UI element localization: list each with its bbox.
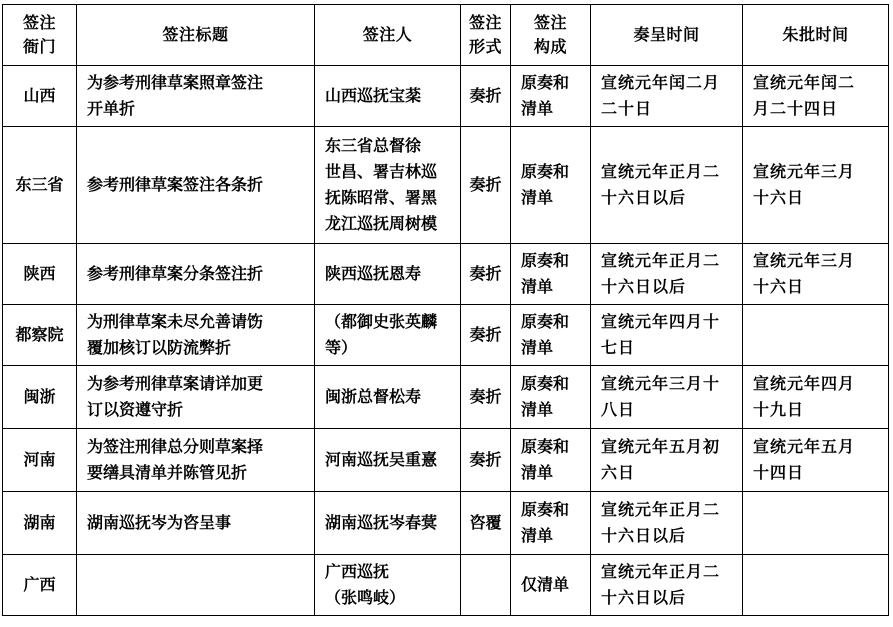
submit-time-cell: 宣统元年五月初 六日 [591,429,743,492]
table-row [3,127,889,244]
header-yamen: 签注 衙门 [3,5,77,66]
header-row [3,5,889,66]
title-cell [77,555,315,616]
header-submit-time: 奏呈时间 [591,5,743,66]
vermilion-time-cell: 宣统元年三月 十六日 [743,244,889,305]
vermilion-time-cell: 宣统元年四月 十九日 [743,366,889,429]
submit-time-cell: 宣统元年正月二 十六日以后 [591,244,743,305]
header-composition: 签注 构成 [511,5,591,66]
yamen-cell: 都察院 [3,305,77,366]
form-cell [461,555,511,616]
form-cell: 奏折 [461,127,511,244]
title-cell: 湖南巡抚岑为咨呈事 [77,492,315,555]
vermilion-time-cell: 宣统元年三月 十六日 [743,127,889,244]
header-form: 签注 形式 [461,5,511,66]
title-cell: 为签注刑律总分则草案择 要缮具清单并陈管见折 [77,429,315,492]
header-vermilion-time: 朱批时间 [743,5,889,66]
submit-time-cell: 宣统元年正月二 十六日以后 [591,127,743,244]
header-signer: 签注人 [315,5,461,66]
submit-time-cell: 宣统元年闰二月 二十日 [591,66,743,127]
composition-cell: 原奏和 清单 [511,305,591,366]
title-cell: 为参考刑律草案照章签注 开单折 [77,66,315,127]
vermilion-time-cell [743,305,889,366]
yamen-cell: 广西 [3,555,77,616]
yamen-cell: 山西 [3,66,77,127]
table-row [3,244,889,305]
form-cell: 奏折 [461,244,511,305]
yamen-cell: 东三省 [3,127,77,244]
table-row [3,555,889,616]
title-cell: 参考刑律草案分条签注折 [77,244,315,305]
submit-time-cell: 宣统元年正月二 十六日以后 [591,555,743,616]
signer-cell: （都御史张英麟 等） [315,305,461,366]
yamen-cell: 河南 [3,429,77,492]
vermilion-time-cell [743,492,889,555]
form-cell: 咨覆 [461,492,511,555]
vermilion-time-cell: 宣统元年闰二 月二十四日 [743,66,889,127]
table-row [3,492,889,555]
signer-cell: 陕西巡抚恩寿 [315,244,461,305]
submit-time-cell: 宣统元年正月二 十六日以后 [591,492,743,555]
composition-cell: 原奏和 清单 [511,492,591,555]
yamen-cell: 湖南 [3,492,77,555]
signer-cell: 湖南巡抚岑春蓂 [315,492,461,555]
composition-cell: 原奏和 清单 [511,244,591,305]
table-row [3,305,889,366]
composition-cell: 原奏和 清单 [511,366,591,429]
yamen-cell: 陕西 [3,244,77,305]
form-cell: 奏折 [461,429,511,492]
title-cell: 参考刑律草案签注各条折 [77,127,315,244]
signer-cell: 河南巡抚吴重憙 [315,429,461,492]
composition-cell: 仅清单 [511,555,591,616]
yamen-cell: 闽浙 [3,366,77,429]
submit-time-cell: 宣统元年四月十 七日 [591,305,743,366]
composition-cell: 原奏和 清单 [511,66,591,127]
signer-cell: 闽浙总督松寿 [315,366,461,429]
form-cell: 奏折 [461,66,511,127]
vermilion-time-cell: 宣统元年五月 十四日 [743,429,889,492]
table-row [3,366,889,429]
table-row [3,66,889,127]
title-cell: 为刑律草案未尽允善请饬 覆加核订以防流弊折 [77,305,315,366]
signer-cell: 东三省总督徐 世昌、署吉林巡 抚陈昭常、署黑 龙江巡抚周树模 [315,127,461,244]
header-title: 签注标题 [77,5,315,66]
form-cell: 奏折 [461,366,511,429]
signer-cell: 广西巡抚 （张鸣岐） [315,555,461,616]
title-cell: 为参考刑律草案请详加更 订以资遵守折 [77,366,315,429]
vermilion-time-cell [743,555,889,616]
composition-cell: 原奏和 清单 [511,127,591,244]
table-row [3,429,889,492]
form-cell: 奏折 [461,305,511,366]
submit-time-cell: 宣统元年三月十 八日 [591,366,743,429]
signer-cell: 山西巡抚宝棻 [315,66,461,127]
composition-cell: 原奏和 清单 [511,429,591,492]
annotation-table [2,4,889,616]
